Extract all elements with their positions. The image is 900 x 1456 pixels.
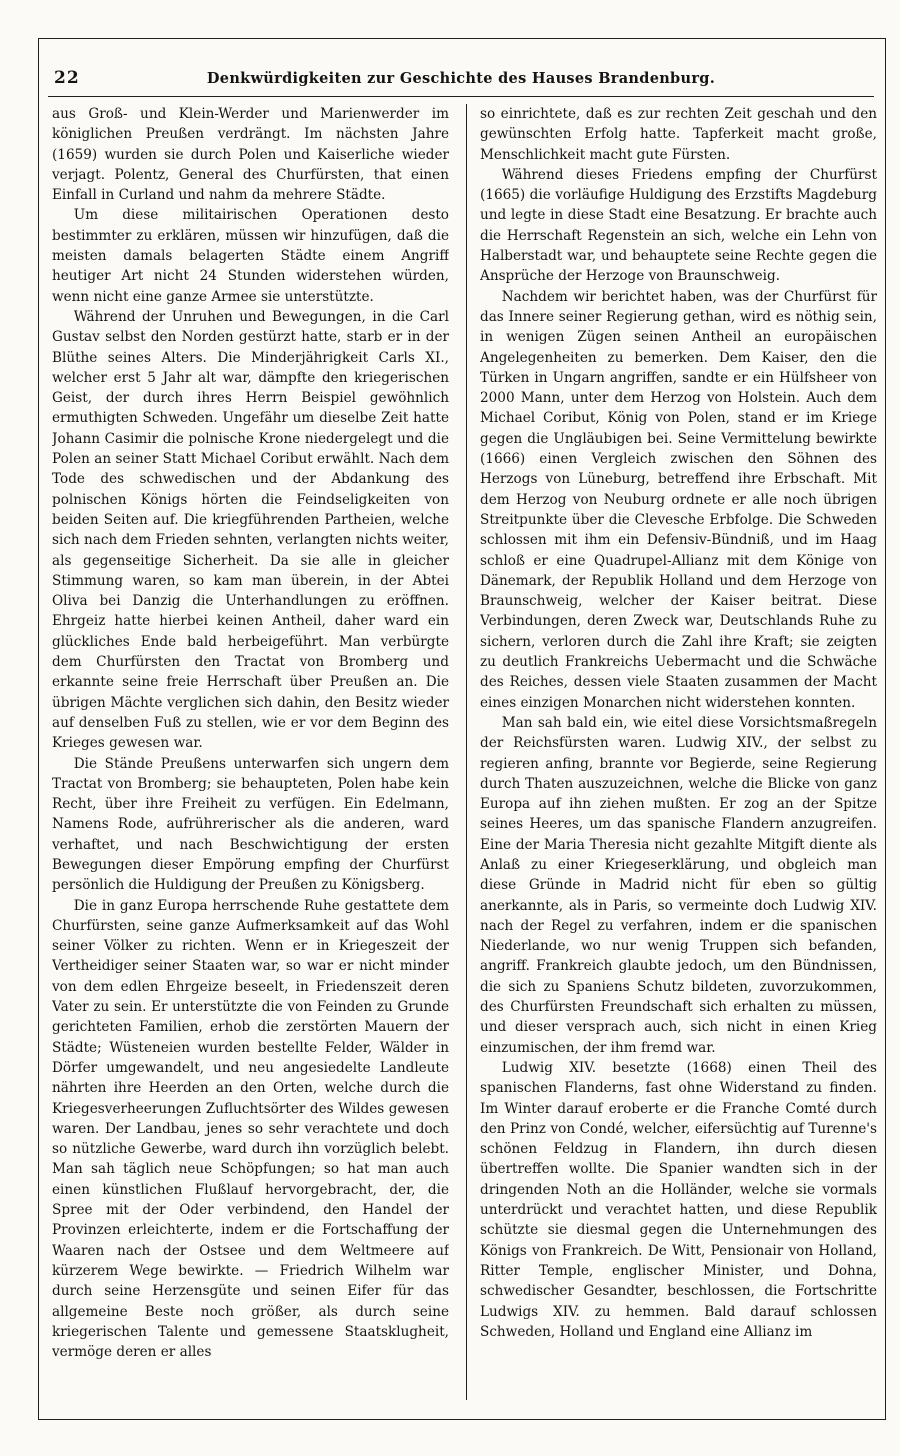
paragraph: Während dieses Friedens empfing der Churfürst (1665) die vorläufige Huldigung des Erzstifts Magdeburg und legte in diese Stadt eine Besatzung. Er brachte auch die Herrschaft Regenstein an sich, welche ein Lehn von Halberstadt war, und behauptete seine Rechte gegen die Ansprüche der Herzoge von Braunschweig.: [480, 166, 877, 285]
left-column: [52, 104, 449, 1404]
paragraph: Um diese militairischen Operationen desto bestimmter zu erklären, müssen wir hinzufügen, daß die meisten damals belagerten Städte einem Angriff heutiger Art nicht 24 Stunden widerstehen würden, wenn nicht eine ganze Armee sie unterstützte.: [52, 207, 449, 305]
page-body: [52, 104, 876, 1404]
right-column: [480, 104, 877, 1404]
paragraph: Man sah bald ein, wie eitel diese Vorsichtsmaßregeln der Reichsfürsten waren. Ludwig XIV., der selbst zu regieren anfing, brannte vor Begierde, seine Regierung durch Thaten auszuzeichnen, welche die Blicke von ganz Europa auf ihn ziehen mußten. Er zog an der Spitze seines Heeres, um das spanische Flandern anzugreifen. Eine der Maria Theresia nicht gezahlte Mitgift diente als Anlaß zu einer Kriegeserklärung, und obgleich man diese Gründe in Madrid nicht für eben so gültig anerkannte, als in Paris, so vermeinte doch Ludwig XIV. nach der Regel zu verfahren, indem er die spanischen Niederlande, wo nur wenig Truppen sich befanden, angriff. Frankreich glaubte jedoch, um den Bündnissen, die sich zu Spaniens Schutz bildeten, zuvorzukommen, des Churfürsten Freundschaft sich erhalten zu müssen, und dieser versprach auch, sich nicht in einen Krieg einzumischen, der ihm fremd war.: [480, 714, 877, 1056]
paragraph: Die Stände Preußens unterwarfen sich ungern dem Tractat von Bromberg; sie behaupteten, Polen habe kein Recht, über ihre Freiheit zu verfügen. Ein Edelmann, Namens Rode, aufrührerischer als die anderen, ward verhaftet, und nach Beschwichtigung der ersten Bewegungen dieser Empörung empfing der Churfürst persönlich die Huldigung der Preußen zu Königsberg.: [52, 755, 449, 894]
paragraph: aus Groß- und Klein-Werder und Marienwerder im königlichen Preußen verdrängt. Im nächsten Jahre (1659) wurden sie durch Polen und Kaiserliche wieder verjagt. Polentz, General des Churfürsten, that einen Einfall in Curland und nahm da mehrere Städte.: [52, 106, 449, 204]
paragraph: Ludwig XIV. besetzte (1668) einen Theil des spanischen Flanderns, fast ohne Widerstand zu finden. Im Winter darauf eroberte er die Franche Comté durch den Prinz von Condé, welcher, eifersüchtig auf Turenne's schönen Feldzug in Flandern, ihn durch diesen übertreffen wollte. Die Spanier wandten sich in der dringenden Noth an die Holländer, welche sie vormals unterdrückt und verachtet hatten, und diese Republik schützte sie diesmal gegen die Unternehmungen des Königs von Frankreich. De Witt, Pensionair von Holland, Ritter Temple, englischer Minister, und Dohna, schwedischer Gesandter, beschlossen, die Fortschritte Ludwigs XIV. zu hemmen. Bald darauf schlossen Schweden, Holland und England eine Allianz im: [480, 1059, 877, 1340]
column-divider: [466, 104, 467, 1400]
page-number: 22: [54, 68, 80, 88]
running-header: [48, 62, 874, 97]
paragraph: Nachdem wir berichtet haben, was der Churfürst für das Innere seiner Regierung gethan, wird es nöthig sein, in wenigen Zügen seinen Antheil an europäischen Angelegenheiten zu bemerken. Dem Kaiser, den die Türken in Ungarn angriffen, sandte er ein Hülfsheer von 2000 Mann, unter dem Herzog von Holstein. Auch dem Michael Coribut, König von Polen, stand er im Kriege gegen die Ungläubigen bei. Seine Vermittelung bewirkte (1666) einen Vergleich zwischen den Söhnen des Herzogs von Lüneburg, betreffend ihre Erbschaft. Mit dem Herzog von Neuburg ordnete er alle noch übrigen Streitpunkte über die Clevesche Erbfolge. Die Schweden schlossen mit ihm ein Defensiv-Bündniß, und im Haag schloß er eine Quadrupel-Allianz mit dem Könige von Dänemark, der Republik Holland und dem Herzoge von Braunschweig, welcher der Kaiser beitrat. Diese Verbindungen, deren Zweck war, Deutschlands Ruhe zu sichern, verloren durch die Zahl ihre Kraft; sie zeigten zu deutlich Frankreichs Uebermacht und die Schwäche des Reiches, dessen viele Staaten zusammen der Macht eines einzigen Monarchen nicht widerstehen konnten.: [480, 288, 877, 711]
paragraph: so einrichtete, daß es zur rechten Zeit geschah und den gewünschten Erfolg hatte. Tapferkeit macht große, Menschlichkeit macht gute Fürsten.: [480, 106, 877, 163]
paragraph: Während der Unruhen und Bewegungen, in die Carl Gustav selbst den Norden gestürzt hatte, starb er in der Blüthe seines Alters. Die Minderjährigkeit Carls XI., welcher erst 5 Jahr alt war, dämpfte den kriegerischen Geist, der durch ihres Herrn Beispiel gewöhnlich ermuthigten Schweden. Ungefähr um dieselbe Zeit hatte Johann Casimir die polnische Krone niedergelegt und die Polen an seiner Statt Michael Coribut erwählt. Nach dem Tode des schwedischen und der Abdankung des polnischen Königs hörten die Feindseligkeiten von beiden Seiten auf. Die kriegführenden Partheien, welche sich nach dem Frieden sehnten, verlangten nichts weiter, als gegenseitige Sicherheit. Da sie alle in gleicher Stimmung waren, so kam man überein, in der Abtei Oliva bei Danzig die Unterhandlungen zu eröffnen. Ehrgeiz hatte hierbei keinen Antheil, daher ward ein glückliches Ende bald herbeigeführt. Man verbürgte dem Churfürsten den Tractat von Bromberg und erkannte seine freie Herrschaft über Preußen an. Die übrigen Mächte verglichen sich dahin, den Besitz wieder auf denselben Fuß zu stellen, wie er vor dem Beginn des Krieges gewesen war.: [52, 308, 449, 752]
running-title: Denkwürdigkeiten zur Geschichte des Hauses Brandenburg.: [206, 70, 716, 87]
paragraph: Die in ganz Europa herrschende Ruhe gestattete dem Churfürsten, seine ganze Aufmerksamkeit auf das Wohl seiner Völker zu richten. Wenn er in Kriegeszeit der Vertheidiger seiner Staaten war, so war er nicht minder von dem edlen Ehrgeize beseelt, in Friedenszeit deren Vater zu sein. Er unterstützte die von Feinden zu Grunde gerichteten Familien, erhob die zerstörten Mauern der Städte; Wüsteneien wurden bestellte Felder, Wälder in Dörfer umgewandelt, und neu angesiedelte Landleute nährten ihre Heerden an den Orten, welche durch die Kriegesverheerungen Zufluchtsörter des Wildes gewesen waren. Der Landbau, jenes so sehr verachtete und doch so nützliche Gewerbe, ward durch ihn vorzüglich belebt. Man sah täglich neue Schöpfungen; so hat man auch einen künstlichen Flußlauf hervorgebracht, der, die Spree mit der Oder verbindend, den Handel der Provinzen erleichterte, indem er die Fortschaffung der Waaren nach der Ostsee und dem Weltmeere auf kürzerem Wege bewirkte. — Friedrich Wilhelm war durch seine Herzensgüte und seinen Eifer für das allgemeine Beste noch größer, als durch seine kriegerischen Talente und gemessene Staatsklugheit, vermöge deren er alles: [52, 897, 449, 1361]
